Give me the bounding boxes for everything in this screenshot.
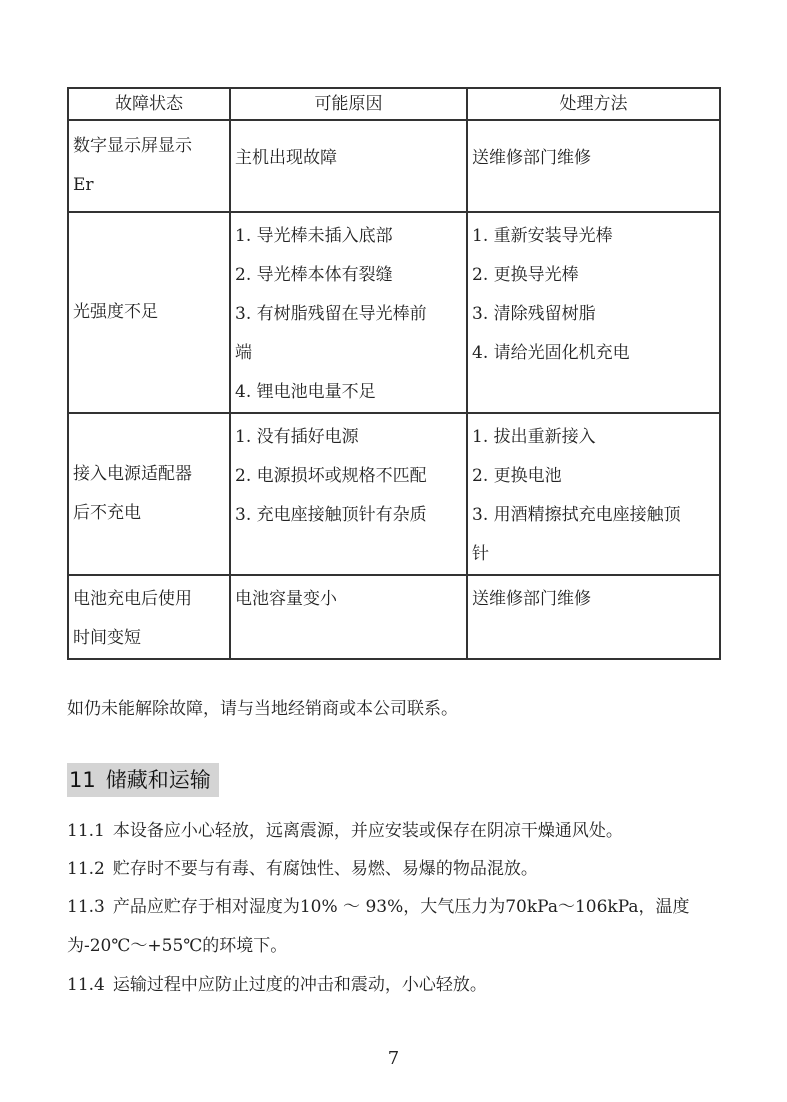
fault-status-cell	[68, 120, 230, 212]
cell-line: 3. 有树脂残留在导光棒前	[235, 304, 427, 324]
item-number: 11.1	[67, 821, 105, 841]
table-row	[68, 120, 720, 212]
cause-cell	[230, 212, 467, 413]
cause-cell	[230, 120, 467, 212]
cell-line: 送维修部门维修	[472, 148, 591, 168]
cell-line: 1. 导光棒未插入底部	[235, 226, 393, 246]
table-row	[68, 413, 720, 575]
cell-line: 1. 没有插好电源	[235, 427, 359, 447]
troubleshooting-table	[67, 87, 721, 660]
section-title: 储藏和运输	[105, 768, 211, 792]
page-number: 7	[387, 1048, 400, 1069]
cell-line: 接入电源适配器	[73, 464, 192, 484]
fault-status-cell	[68, 575, 230, 659]
contact-note: 如仍未能解除故障，请与当地经销商或本公司联系。	[67, 699, 458, 719]
table-row	[68, 575, 720, 659]
cell-line: 3. 用酒精擦拭充电座接触顶	[472, 505, 681, 525]
fix-cell	[467, 212, 720, 413]
cell-line: 主机出现故障	[235, 148, 337, 168]
cell-line: 后不充电	[73, 503, 141, 523]
table-row	[68, 212, 720, 413]
list-item	[67, 888, 717, 966]
item-text: 产品应贮存于相对湿度为10% ～ 93%，大气压力为70kPa～106kPa，温度为-20℃～+55℃的环境下。	[67, 897, 690, 956]
cell-line: 电池容量变小	[235, 589, 337, 609]
cell-line: 3. 清除残留树脂	[472, 304, 596, 324]
cell-line: 2. 电源损坏或规格不匹配	[235, 466, 427, 486]
item-number: 11.3	[67, 897, 105, 917]
fix-cell	[467, 120, 720, 212]
cell-line: 送维修部门维修	[472, 589, 591, 609]
list-item	[67, 850, 717, 889]
fault-status-cell	[68, 212, 230, 413]
fault-status-cell	[68, 413, 230, 575]
cell-line: 1. 拔出重新接入	[472, 427, 596, 447]
cell-line: 1. 重新安装导光棒	[472, 226, 613, 246]
cell-line: 电池充电后使用	[73, 589, 192, 609]
cell-line: 光强度不足	[73, 302, 158, 322]
item-text: 本设备应小心轻放，远离震源，并应安装或保存在阴凉干燥通风处。	[112, 821, 623, 841]
item-number: 11.2	[67, 859, 105, 879]
cause-cell	[230, 575, 467, 659]
table-header-row	[68, 88, 720, 120]
fix-cell	[467, 413, 720, 575]
list-item	[67, 966, 717, 1005]
item-text: 贮存时不要与有毒、有腐蚀性、易燃、易爆的物品混放。	[112, 859, 538, 879]
cell-line: 时间变短	[73, 628, 141, 648]
cell-line: 3. 充电座接触顶针有杂质	[235, 505, 427, 525]
section-number: 11	[69, 768, 96, 792]
cell-line: 4. 请给光固化机充电	[472, 343, 630, 363]
header-fault-status: 故障状态	[68, 88, 230, 120]
fix-cell	[467, 575, 720, 659]
cause-cell	[230, 413, 467, 575]
cell-line: 2. 更换电池	[472, 466, 562, 486]
list-item	[67, 812, 717, 851]
cell-line: 数字显示屏显示	[73, 136, 192, 156]
item-text: 运输过程中应防止过度的冲击和震动，小心轻放。	[112, 975, 487, 995]
header-possible-cause: 可能原因	[230, 88, 467, 120]
cell-line: 2. 导光棒本体有裂缝	[235, 265, 393, 285]
cell-line: 端	[235, 343, 252, 363]
item-number: 11.4	[67, 975, 105, 995]
cell-line: 针	[472, 544, 489, 564]
cell-line: 2. 更换导光棒	[472, 265, 579, 285]
cell-line: 4. 锂电池电量不足	[235, 382, 376, 402]
cell-line: Er	[73, 175, 94, 195]
section-heading	[67, 763, 219, 797]
header-solution: 处理方法	[467, 88, 720, 120]
